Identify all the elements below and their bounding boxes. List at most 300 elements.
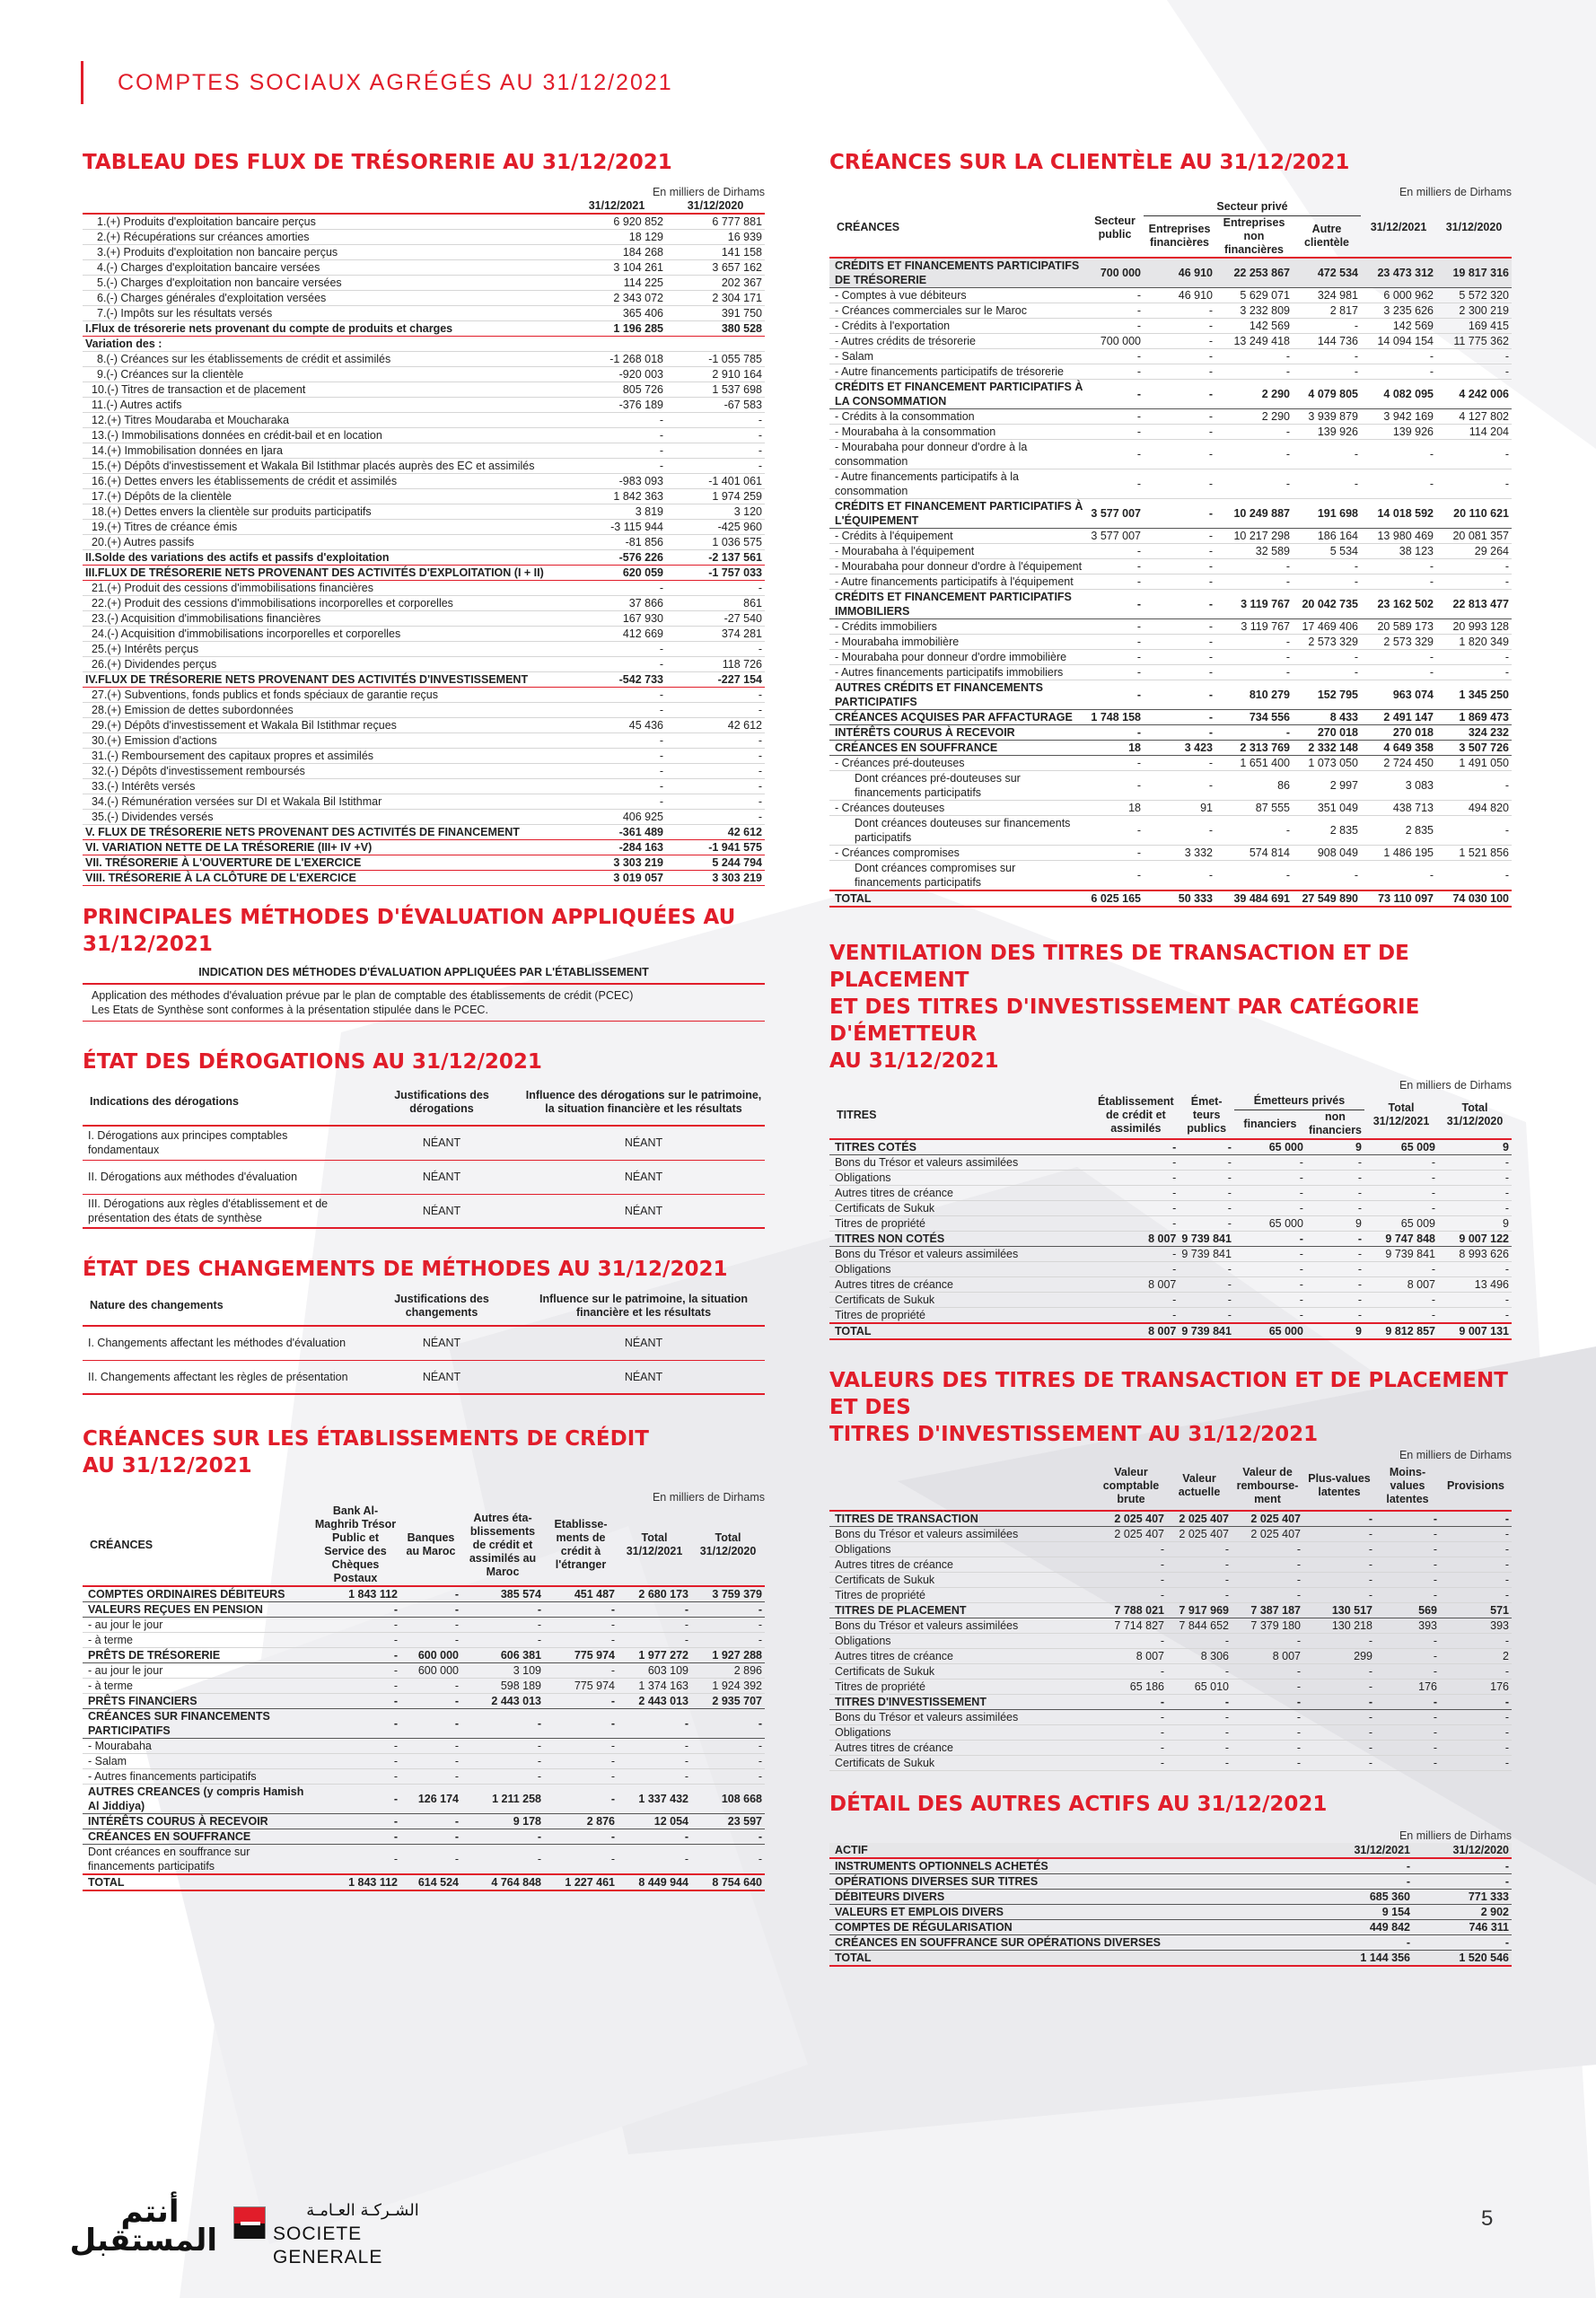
clientele-h0: CRÉANCES: [837, 221, 900, 234]
clientele-row-value: -: [1136, 823, 1141, 837]
valeurs-row-value: -: [1224, 1756, 1229, 1769]
clientele-row-value: -: [1504, 574, 1509, 588]
clientele-row-value: 2 313 769: [1240, 741, 1290, 754]
flux-row-label: 3.(+) Produits d'exploitation non bancaire perçus: [97, 246, 338, 259]
flux-row-2020: 1 974 259: [712, 490, 762, 503]
clientele-row-value: 2 724 450: [1383, 756, 1434, 769]
clientele-row-value: 18: [1128, 741, 1141, 754]
table-row: [829, 408, 1512, 424]
etab-row-value: -: [393, 1853, 398, 1865]
valeurs-row-label: Autres titres de créance: [835, 1741, 954, 1754]
valeurs-row-value: -: [1224, 1695, 1229, 1708]
valeurs-row-value: 7 714 827: [1114, 1618, 1164, 1632]
clientele-row-value: -: [1208, 506, 1213, 520]
clientele-row-label: TOTAL: [835, 891, 872, 905]
etab-row-value: 8 449 944: [638, 1876, 688, 1889]
etab-row-value: 1 924 392: [712, 1680, 762, 1692]
derogations-title: ÉTAT DES DÉROGATIONS AU 31/12/2021: [83, 1050, 542, 1074]
ventilation-row-value: -: [1504, 1201, 1509, 1215]
table-row: [829, 528, 1512, 543]
valeurs-row-label: TITRES D'INVESTISSEMENT: [835, 1695, 987, 1708]
flux-unit: En milliers de Dirhams: [652, 186, 765, 198]
table-row: [83, 1126, 765, 1160]
flux-row-2021: -: [659, 643, 663, 655]
clientele-row-value: -: [1208, 387, 1213, 400]
clientele-row-value: -: [1136, 756, 1141, 769]
flux-row-2020: -27 540: [723, 612, 762, 625]
derogations-row-label: I. Dérogations aux principes comptables fondamentaux: [88, 1129, 288, 1157]
ventilation-row-value: -: [1227, 1293, 1232, 1306]
autres-unit: En milliers de Dirhams: [1399, 1829, 1512, 1842]
etab-row-value: 126 174: [417, 1793, 459, 1805]
sg-square-icon: [233, 2206, 266, 2239]
table-row: [829, 1587, 1512, 1602]
clientele-row-value: 5 534: [1329, 544, 1358, 557]
valeurs-row-value: -: [1224, 1710, 1229, 1724]
changements-h3: Influence sur le patrimoine, la situation financière et les résultats: [539, 1292, 748, 1319]
flux-row-2021: -: [659, 734, 663, 747]
flux-row-2021: -: [659, 460, 663, 472]
flux-row-2020: -1 401 061: [708, 475, 762, 487]
flux-row-2021: 3 104 261: [613, 261, 663, 274]
clientele-row-label: - Créances douteuses: [835, 801, 945, 814]
clientele-row-label: - Crédits à la consommation: [835, 409, 975, 423]
valeurs-row-label: Titres de propriété: [835, 1680, 925, 1693]
etab-row-value: 2 876: [586, 1815, 615, 1828]
ventilation-row-label: Certificats de Sukuk: [835, 1201, 935, 1215]
table-row: [83, 276, 765, 291]
etab-row-value: 3 109: [513, 1664, 541, 1677]
autres-row-2020: 1 520 546: [1459, 1951, 1509, 1964]
changements-row-justification: NÉANT: [422, 1337, 461, 1350]
table-row: [829, 1904, 1512, 1919]
clientele-row-value: -: [1504, 364, 1509, 378]
flux-row-label: 18.(+) Dettes envers la clientèle sur produits participatifs: [92, 505, 372, 518]
etab-row-value: -: [454, 1717, 459, 1730]
valeurs-row-value: -: [1433, 1573, 1437, 1586]
table-row: [829, 1139, 1512, 1155]
valeurs-col-prov: Provisions: [1447, 1478, 1504, 1492]
clientele-row-value: -: [1354, 349, 1358, 363]
valeurs-row-value: 7 387 187: [1250, 1603, 1301, 1617]
valeurs-row-value: -: [1296, 1725, 1301, 1739]
valeurs-row-value: -: [1296, 1695, 1301, 1708]
clientele-row-value: -: [1208, 619, 1213, 633]
flux-row-label: 19.(+) Titres de créance émis: [92, 521, 238, 533]
table-row: [829, 258, 1512, 288]
table-row: [829, 1873, 1512, 1889]
flux-row-2021: -81 856: [625, 536, 663, 548]
valeurs-row-value: 65 186: [1129, 1680, 1164, 1693]
derogations-row-influence: NÉANT: [624, 1171, 663, 1183]
flux-row-label: 25.(+) Intérêts perçus: [92, 643, 199, 655]
flux-row-2021: 37 866: [628, 597, 663, 610]
etab-row-value: 614 524: [417, 1876, 459, 1889]
ventilation-row-value: 9 739 841: [1181, 1232, 1232, 1245]
clientele-row-value: -: [1136, 409, 1141, 423]
flux-row-2020: -1 055 785: [708, 353, 762, 365]
valeurs-row-value: -: [1296, 1680, 1301, 1693]
clientele-row-value: -: [1136, 778, 1141, 792]
clientele-row-value: -: [1136, 303, 1141, 317]
changements-h1: Nature des changements: [90, 1299, 224, 1311]
valeurs-row-value: -: [1296, 1741, 1301, 1754]
table-row: [83, 1739, 765, 1754]
etab-row-value: -: [758, 1830, 762, 1843]
table-row: [829, 574, 1512, 589]
table-row: [829, 740, 1512, 755]
clientele-row-label: - Mourabaha à la consommation: [835, 425, 996, 438]
autres-row-2021: 685 360: [1369, 1890, 1410, 1903]
table-row: [829, 543, 1512, 558]
valeurs-row-value: -: [1504, 1512, 1509, 1525]
flux-row-2021: -284 163: [618, 841, 663, 854]
table-row: [829, 287, 1512, 303]
ventilation-row-value: -: [1227, 1277, 1232, 1291]
etab-row-value: 108 668: [721, 1793, 762, 1805]
table-row: [829, 1276, 1512, 1292]
valeurs-row-value: -: [1296, 1664, 1301, 1678]
ventilation-h-prives: Émetteurs privés: [1234, 1092, 1364, 1110]
table-row: [83, 474, 765, 489]
flux-row-label: 7.(-) Impôts sur les résultats versés: [97, 307, 273, 320]
ventilation-row-label: Bons du Trésor et valeurs assimilées: [835, 1155, 1019, 1169]
clientele-row-value: 74 030 100: [1452, 891, 1509, 905]
table-row: [83, 1679, 765, 1694]
etab-row-label: VALEURS REÇUES EN PENSION: [88, 1603, 263, 1616]
valeurs-row-value: -: [1296, 1542, 1301, 1556]
clientele-row-value: 139 926: [1317, 425, 1358, 438]
etab-row-value: -: [537, 1603, 541, 1616]
clientele-row-value: 6 025 165: [1091, 891, 1141, 905]
etab-row-value: 1 211 258: [492, 1793, 541, 1805]
valeurs-row-value: -: [1368, 1756, 1372, 1769]
clientele-row-value: 27 549 890: [1302, 891, 1358, 905]
ventilation-row-value: -: [1504, 1308, 1509, 1321]
flux-row-label: 9.(-) Créances sur la clientèle: [97, 368, 244, 381]
valeurs-col-brute: Valeur comptable brute: [1102, 1465, 1160, 1505]
ventilation-row-value: -: [1299, 1186, 1303, 1199]
flux-col-2021: 31/12/2021: [588, 199, 645, 212]
table-row: [829, 348, 1512, 364]
etab-row-value: -: [454, 1603, 459, 1616]
clientele-row-value: 144 736: [1317, 334, 1358, 347]
clientele-row-value: 3 507 726: [1459, 741, 1509, 754]
ventilation-row-value: 9 739 841: [1181, 1324, 1232, 1338]
etab-row-value: -: [610, 1717, 615, 1730]
clientele-row-value: -: [1504, 665, 1509, 679]
clientele-row-value: -: [1136, 559, 1141, 573]
table-row: [829, 1511, 1512, 1527]
valeurs-row-value: 8 306: [1200, 1649, 1229, 1662]
table-row: [83, 1633, 765, 1648]
etab-row-value: -: [684, 1755, 688, 1767]
ventilation-row-value: -: [1227, 1308, 1232, 1321]
flux-row-2021: -: [659, 444, 663, 457]
flux-row-2020: 3 120: [733, 505, 762, 518]
etab-row-value: -: [537, 1618, 541, 1631]
flux-row-2021: -: [659, 750, 663, 762]
valeurs-row-value: -: [1368, 1557, 1372, 1571]
clientele-row-value: 2 997: [1329, 778, 1358, 792]
table-row: [829, 845, 1512, 860]
clientele-row-value: 152 795: [1317, 688, 1358, 701]
ventilation-row-value: 8 993 626: [1459, 1247, 1509, 1260]
valeurs-row-value: -: [1504, 1756, 1509, 1769]
clientele-row-value: 3 232 809: [1240, 303, 1290, 317]
autres-col-2020: 31/12/2020: [1413, 1843, 1512, 1858]
etab-row-value: 2 680 173: [638, 1588, 688, 1601]
ventilation-row-value: 9: [1503, 1216, 1509, 1230]
clientele-row-value: -: [1208, 364, 1213, 378]
ventilation-row-value: -: [1299, 1262, 1303, 1276]
etab-row-label: - Salam: [88, 1755, 127, 1767]
flux-row-2020: -: [758, 582, 762, 594]
etab-col-bam: Bank Al-Maghrib Trésor Public et Service des Chèques Postaux: [314, 1504, 397, 1584]
table-row: [83, 1845, 765, 1875]
valeurs-row-value: -: [1368, 1512, 1372, 1525]
valeurs-row-label: Bons du Trésor et valeurs assimilées: [835, 1710, 1019, 1724]
clientele-row-value: 2 573 329: [1308, 635, 1358, 648]
flux-row-label: 29.(+) Dépôts d'investissement et Wakala Bil Istithmar reçues: [92, 719, 397, 732]
autres-col-actif: ACTIF: [829, 1843, 1314, 1858]
valeurs-col-actuelle: Valeur actuelle: [1178, 1472, 1221, 1498]
changements-row-influence: NÉANT: [624, 1337, 663, 1350]
clientele-row-value: -: [1504, 349, 1509, 363]
clientele-row-value: -: [1354, 650, 1358, 663]
ventilation-row-value: -: [1431, 1155, 1435, 1169]
flux-row-2021: 18 129: [628, 231, 663, 243]
clientele-row-label: CRÉDITS ET FINANCEMENT PARTICIPATIFS À LA CONSOMMATION: [835, 380, 1083, 408]
valeurs-row-value: -: [1504, 1588, 1509, 1601]
etab-row-value: -: [393, 1664, 398, 1677]
valeurs-row-value: -: [1433, 1634, 1437, 1647]
ventilation-row-value: -: [1299, 1155, 1303, 1169]
ventilation-row-value: -: [1431, 1186, 1435, 1199]
etab-unit: En milliers de Dirhams: [652, 1491, 765, 1504]
etab-row-value: -: [610, 1853, 615, 1865]
table-row: [829, 1557, 1512, 1572]
etab-row-value: -: [454, 1680, 459, 1692]
autres-row-2021: 1 144 356: [1360, 1951, 1410, 1964]
flux-row-2021: 6 920 852: [613, 215, 663, 228]
etab-row-value: 598 189: [500, 1680, 541, 1692]
table-row: [83, 459, 765, 474]
flux-row-label: 11.(-) Autres actifs: [92, 399, 182, 411]
clientele-row-value: 23 473 312: [1377, 266, 1434, 279]
clientele-row-value: 270 018: [1317, 725, 1358, 739]
valeurs-row-value: -: [1433, 1512, 1437, 1525]
etab-h0: CRÉANCES: [90, 1538, 153, 1551]
table-row: [83, 214, 765, 230]
ventilation-row-value: -: [1431, 1201, 1435, 1215]
etab-row-value: -: [758, 1717, 762, 1730]
table-row: [83, 520, 765, 535]
flux-row-label: 6.(-) Charges générales d'exploitation versées: [97, 292, 327, 304]
table-row: [83, 566, 765, 581]
flux-row-label: I.Flux de trésorerie nets provenant du compte de produits et charges: [85, 322, 453, 335]
etab-row-value: 3 759 379: [712, 1588, 762, 1601]
clientele-row-value: -: [1208, 650, 1213, 663]
flux-row-2021: 1 196 285: [613, 322, 663, 335]
flux-row-2021: -542 733: [618, 673, 663, 686]
table-row: [83, 794, 765, 810]
flux-row-label: VII. TRÉSORERIE À L'OUVERTURE DE L'EXERCICE: [85, 856, 362, 869]
table-row: [83, 1602, 765, 1618]
etab-row-value: -: [684, 1618, 688, 1631]
table-row: [829, 469, 1512, 498]
flux-row-label: 33.(-) Intérêts versés: [92, 780, 196, 793]
clientele-row-value: 20 993 128: [1452, 619, 1509, 633]
valeurs-col-plus: Plus-values latentes: [1308, 1472, 1371, 1498]
ventilation-row-value: 9 007 131: [1459, 1324, 1509, 1338]
valeurs-row-value: 2 025 407: [1250, 1512, 1301, 1525]
table-row: [83, 550, 765, 566]
table-row: [829, 1323, 1512, 1339]
table-row: [83, 291, 765, 306]
table-row: [83, 596, 765, 611]
valeurs-col-moins: Moins-values latentes: [1386, 1465, 1429, 1505]
flux-row-label: III.FLUX DE TRÉSORERIE NETS PROVENANT DES ACTIVITÉS D'EXPLOITATION (I + II): [85, 566, 544, 579]
flux-row-label: II.Solde des variations des actifs et passifs d'exploitation: [85, 551, 390, 564]
clientele-row-value: -: [1285, 349, 1290, 363]
flux-row-2021: 406 925: [622, 811, 663, 823]
clientele-row-value: 2 835: [1405, 823, 1434, 837]
table-row: [829, 680, 1512, 709]
etab-col-etranger: Etablisse-ments de crédit à l'étranger: [554, 1518, 608, 1571]
table-row: [83, 1586, 765, 1602]
ventilation-row-value: -: [1357, 1171, 1362, 1184]
valeurs-row-value: -: [1368, 1634, 1372, 1647]
valeurs-row-value: 2 025 407: [1179, 1512, 1229, 1525]
flux-row-label: 24.(-) Acquisition d'immobilisations incorporelles et corporelles: [92, 627, 401, 640]
valeurs-row-value: 2 025 407: [1250, 1527, 1301, 1540]
clientele-h-prive: Secteur privé: [1144, 199, 1361, 215]
valeurs-row-value: -: [1224, 1634, 1229, 1647]
etab-row-label: Dont créances en souffrance sur financements participatifs: [88, 1846, 250, 1873]
clientele-row-value: -: [1504, 650, 1509, 663]
valeurs-row-value: -: [1224, 1725, 1229, 1739]
clientele-row-value: -: [1429, 868, 1434, 881]
valeurs-row-value: -: [1224, 1573, 1229, 1586]
table-row: [829, 1919, 1512, 1934]
methodes-text-1: Application des méthodes d'évaluation prévue par le plan de comptable des établissements de crédit (PCEC): [92, 989, 634, 1002]
table-row: [83, 581, 765, 596]
table-row: [83, 1648, 765, 1663]
flux-row-2020: -: [758, 429, 762, 442]
clientele-row-value: -: [1136, 688, 1141, 701]
valeurs-row-value: -: [1160, 1664, 1164, 1678]
valeurs-row-value: -: [1160, 1557, 1164, 1571]
table-row: [829, 1246, 1512, 1261]
clientele-row-value: 6 000 962: [1383, 288, 1434, 302]
flux-row-2020: 202 367: [721, 276, 762, 289]
flux-row-label: 15.(+) Dépôts d'investissement et Wakala Bil Istithmar placés auprès des EC et assimilés: [92, 460, 535, 472]
valeurs-row-value: 299: [1354, 1649, 1372, 1662]
valeurs-table: [829, 1462, 1512, 1771]
table-row: [83, 611, 765, 627]
clientele-row-value: 38 123: [1399, 544, 1434, 557]
valeurs-row-value: -: [1224, 1741, 1229, 1754]
clientele-row-value: 1 651 400: [1240, 756, 1290, 769]
valeurs-row-value: -: [1368, 1664, 1372, 1678]
clientele-row-value: 1 521 856: [1459, 846, 1509, 859]
etab-row-value: -: [393, 1680, 398, 1692]
ventilation-row-value: -: [1227, 1201, 1232, 1215]
table-row: [829, 364, 1512, 379]
autres-row-label: VALEURS ET EMPLOIS DIVERS: [835, 1905, 1004, 1918]
flux-row-2020: -: [758, 765, 762, 777]
valeurs-row-value: -: [1296, 1634, 1301, 1647]
valeurs-row-value: -: [1433, 1542, 1437, 1556]
clientele-row-value: -: [1429, 447, 1434, 460]
etab-row-value: 1 843 112: [348, 1588, 398, 1601]
ventilation-h-fin: financiers: [1243, 1117, 1297, 1130]
table-row: [829, 724, 1512, 740]
autres-row-2021: -: [1406, 1874, 1410, 1888]
etab-row-label: INTÉRÊTS COURUS À RECEVOIR: [88, 1815, 268, 1828]
etab-row-value: 1 227 461: [565, 1876, 615, 1889]
valeurs-row-label: Obligations: [835, 1725, 891, 1739]
valeurs-row-value: -: [1433, 1664, 1437, 1678]
clientele-row-value: -: [1136, 319, 1141, 332]
etab-row-value: 1 337 432: [638, 1793, 688, 1805]
clientele-row-value: -: [1208, 665, 1213, 679]
valeurs-row-value: -: [1296, 1588, 1301, 1601]
valeurs-row-value: 2 025 407: [1114, 1527, 1164, 1540]
flux-row-label: 12.(+) Titres Moudaraba et Moucharaka: [92, 414, 289, 426]
ventilation-h-emet: Émet-teurs publics: [1187, 1094, 1227, 1135]
flux-row-2021: -: [659, 414, 663, 426]
ventilation-row-value: -: [1357, 1262, 1362, 1276]
derogations-row-label: III. Dérogations aux règles d'établissement et de présentation des états de synthèse: [88, 1197, 329, 1224]
clientele-row-label: - Mourabaha à l'équipement: [835, 544, 975, 557]
etab-table: [83, 1504, 765, 1891]
table-row: [83, 428, 765, 443]
clientele-row-value: 2 817: [1329, 303, 1358, 317]
flux-row-2020: 6 777 881: [712, 215, 762, 228]
clientele-col-ent-fin: Entreprises financières: [1148, 223, 1211, 249]
flux-row-2020: -: [758, 689, 762, 701]
table-row: [83, 855, 765, 871]
valeurs-row-value: -: [1504, 1725, 1509, 1739]
etab-row-value: -: [537, 1740, 541, 1752]
clientele-row-value: 114 204: [1469, 425, 1509, 438]
etab-row-label: PRÊTS FINANCIERS: [88, 1695, 197, 1707]
valeurs-row-value: 8 007: [1136, 1649, 1164, 1662]
clientele-row-value: 186 164: [1317, 529, 1358, 542]
valeurs-row-value: -: [1433, 1588, 1437, 1601]
table-row: [829, 709, 1512, 724]
flux-row-2020: -: [758, 414, 762, 426]
clientele-row-value: 4 079 805: [1308, 387, 1358, 400]
table-row: [829, 1154, 1512, 1170]
flux-row-label: 31.(-) Remboursement des capitaux propres et assimilés: [92, 750, 374, 762]
table-row: [829, 1526, 1512, 1541]
table-row: [83, 657, 765, 672]
etab-row-label: - à terme: [88, 1680, 134, 1692]
valeurs-row-value: -: [1433, 1756, 1437, 1769]
clientele-row-value: -: [1208, 319, 1213, 332]
clientele-row-value: 22 813 477: [1452, 597, 1509, 610]
flux-row-label: 20.(+) Autres passifs: [92, 536, 195, 548]
valeurs-row-value: -: [1368, 1588, 1372, 1601]
clientele-row-value: 91: [1200, 801, 1213, 814]
clientele-row-value: -: [1285, 823, 1290, 837]
valeurs-row-value: 569: [1418, 1603, 1437, 1617]
valeurs-row-value: -: [1224, 1664, 1229, 1678]
valeurs-row-label: Autres titres de créance: [835, 1557, 954, 1571]
